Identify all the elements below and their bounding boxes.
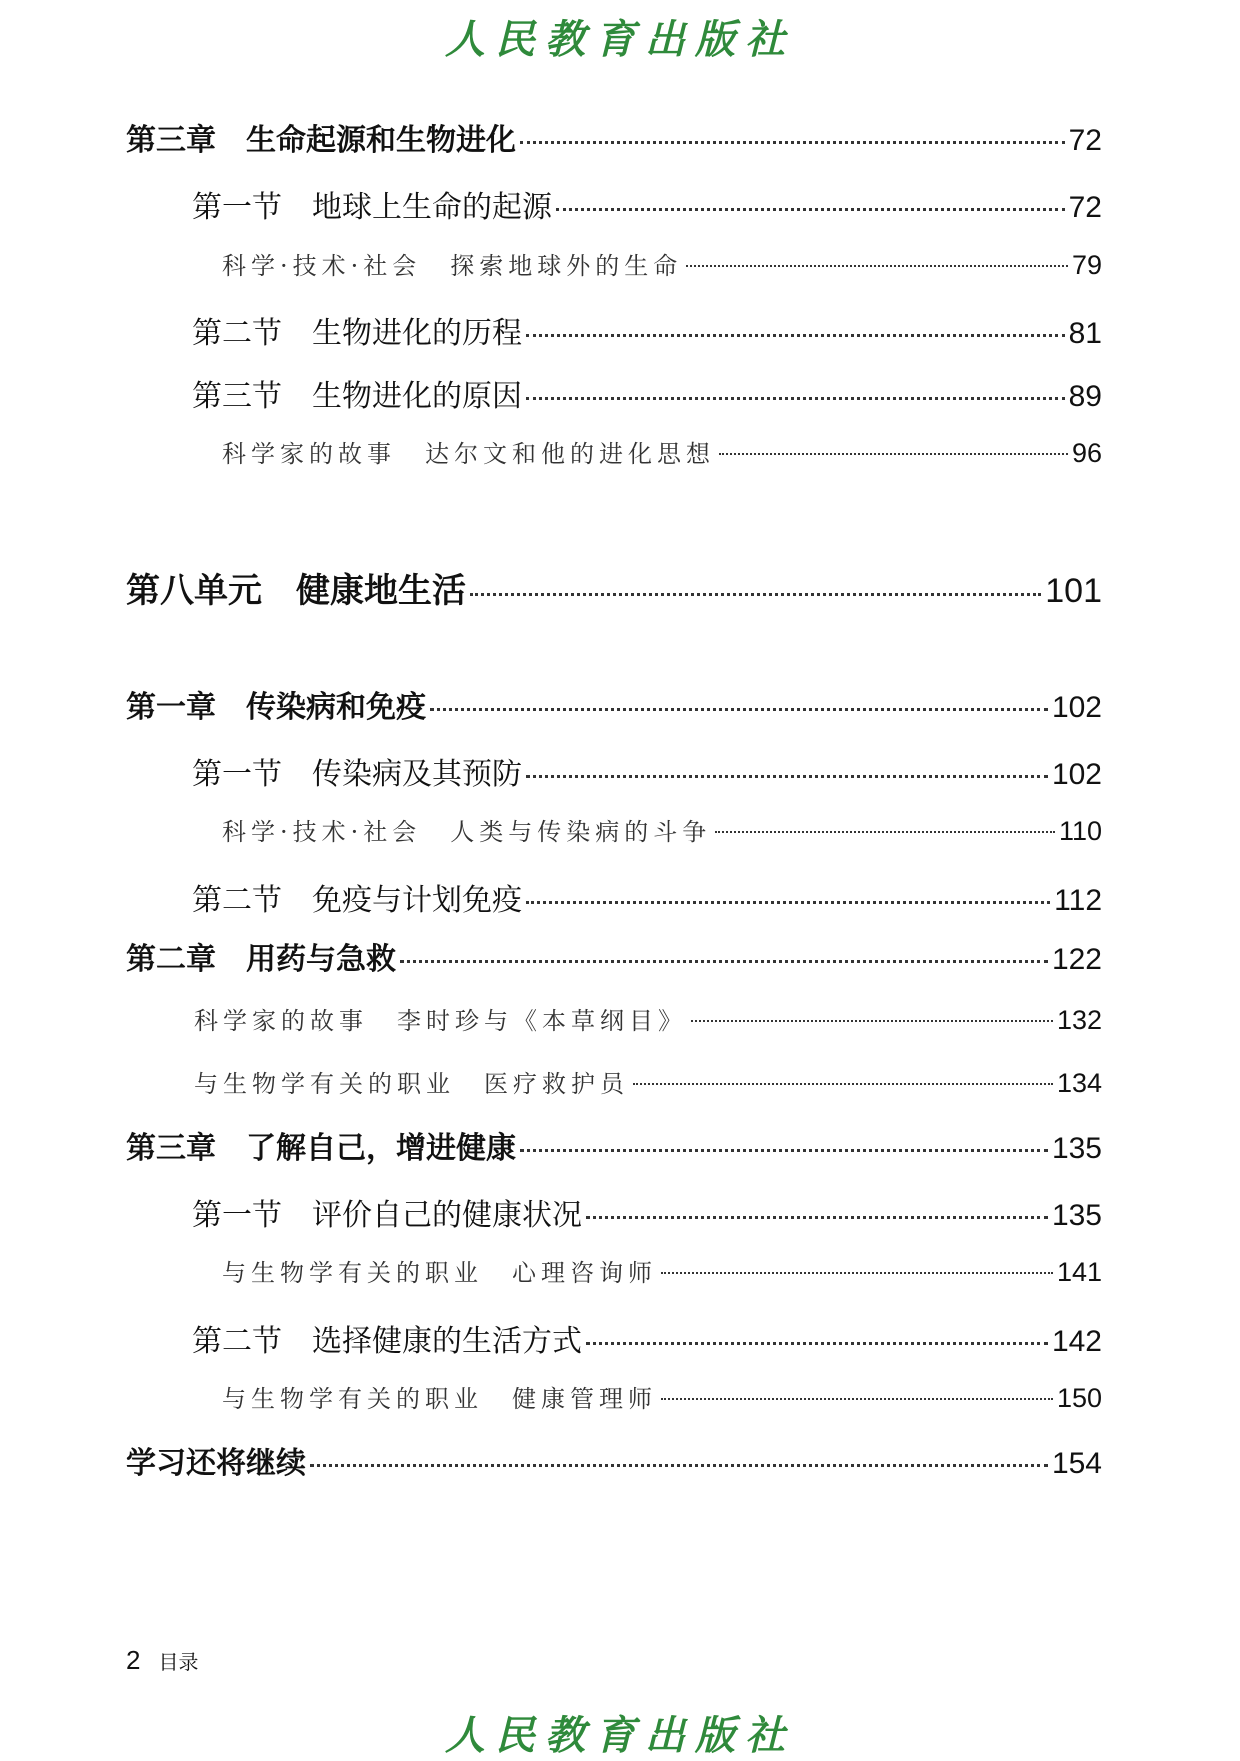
toc-entry-title: 科学家的故事 李时珍与《本草纲目》 — [194, 1007, 687, 1035]
toc-entry[interactable] — [192, 875, 1102, 919]
toc-entry-page: 79 — [1071, 250, 1102, 280]
toc-entry-title: 第一节 评价自己的健康状况 — [192, 1198, 582, 1233]
toc-entry[interactable] — [194, 1064, 1102, 1099]
leader-dots — [520, 141, 1065, 144]
toc-entry[interactable] — [126, 934, 1102, 978]
toc-entry[interactable] — [192, 182, 1102, 226]
toc-entry[interactable] — [222, 246, 1102, 281]
page-footer — [126, 1645, 198, 1676]
leader-dots — [633, 1083, 1053, 1085]
toc-entry-page: 102 — [1051, 758, 1102, 791]
toc-entry-page: 141 — [1056, 1257, 1102, 1287]
toc-entry-title: 第八单元 健康地生活 — [126, 571, 466, 611]
toc-entry-title: 与生物学有关的职业 心理咨询师 — [222, 1259, 657, 1287]
toc-entry-title: 第二章 用药与急救 — [126, 942, 396, 977]
leader-dots — [310, 1464, 1048, 1467]
toc-entry-page: 142 — [1051, 1325, 1102, 1358]
leader-dots — [556, 208, 1065, 211]
toc-entry[interactable] — [192, 1190, 1102, 1234]
footer-label: 目录 — [158, 1650, 199, 1674]
toc-entry-page: 154 — [1051, 1447, 1102, 1480]
toc-entry[interactable] — [222, 1253, 1102, 1288]
toc-entry-page: 101 — [1045, 572, 1102, 610]
toc-entry-title: 第二节 生物进化的历程 — [192, 316, 522, 351]
toc-entry-page: 112 — [1054, 884, 1102, 917]
leader-dots — [686, 265, 1068, 267]
leader-dots — [586, 1216, 1048, 1219]
toc-entry-title: 科学·技术·社会 人类与传染病的斗争 — [222, 818, 712, 846]
toc-entry[interactable] — [192, 1316, 1102, 1360]
toc-entry-page: 135 — [1051, 1132, 1102, 1165]
toc-entry[interactable] — [192, 371, 1102, 415]
toc-entry-page: 72 — [1068, 124, 1102, 157]
toc-entry[interactable] — [192, 308, 1102, 352]
leader-dots — [526, 397, 1065, 400]
leader-dots — [526, 775, 1048, 778]
leader-dots — [661, 1272, 1053, 1274]
toc-entry[interactable] — [126, 1438, 1102, 1482]
leader-dots — [586, 1342, 1048, 1345]
toc-entry[interactable] — [192, 749, 1102, 793]
toc-entry-title: 第三章 生命起源和生物进化 — [126, 123, 516, 158]
toc-entry-page: 89 — [1068, 380, 1102, 413]
toc-entry[interactable] — [126, 563, 1102, 612]
toc-entry-title: 与生物学有关的职业 健康管理师 — [222, 1385, 657, 1413]
toc-entry-title: 与生物学有关的职业 医疗救护员 — [194, 1070, 629, 1098]
toc-entry-page: 110 — [1058, 816, 1102, 846]
toc-entry-page: 134 — [1056, 1068, 1102, 1098]
toc-entry[interactable] — [222, 434, 1102, 469]
leader-dots — [719, 453, 1068, 455]
toc-entry[interactable] — [222, 812, 1102, 847]
toc-entry[interactable] — [126, 682, 1102, 726]
toc-entry-page: 96 — [1071, 438, 1102, 468]
leader-dots — [715, 831, 1055, 833]
toc-entry-page: 135 — [1051, 1199, 1102, 1232]
toc-entry[interactable] — [222, 1379, 1102, 1414]
toc-entry-page: 122 — [1051, 943, 1102, 976]
toc-entry-title: 第一节 地球上生命的起源 — [192, 190, 552, 225]
toc-entry-title: 第一节 传染病及其预防 — [192, 757, 522, 792]
toc-entry[interactable] — [126, 1123, 1102, 1167]
leader-dots — [400, 960, 1048, 963]
toc-entry[interactable] — [194, 1001, 1102, 1036]
leader-dots — [520, 1149, 1048, 1152]
toc-entry-title: 第三节 生物进化的原因 — [192, 379, 522, 414]
leader-dots — [691, 1020, 1053, 1022]
toc-entry-title: 科学家的故事 达尔文和他的进化思想 — [222, 440, 715, 468]
toc-entry-page: 132 — [1056, 1005, 1102, 1035]
toc-entry-title: 科学·技术·社会 探索地球外的生命 — [222, 252, 683, 280]
toc-entry-title: 第二节 选择健康的生活方式 — [192, 1324, 582, 1359]
leader-dots — [526, 901, 1050, 904]
publisher-logo-bottom: 人民教育出版社 — [445, 1712, 795, 1759]
publisher-logo-top: 人民教育出版社 — [445, 16, 795, 63]
toc-entry-title: 第二节 免疫与计划免疫 — [192, 883, 522, 918]
leader-dots — [661, 1398, 1053, 1400]
toc-entry-page: 150 — [1056, 1383, 1102, 1413]
toc-entry-page: 102 — [1051, 691, 1102, 724]
toc-entry-title: 第一章 传染病和免疫 — [126, 690, 426, 725]
toc-entry-page: 81 — [1068, 317, 1102, 350]
leader-dots — [430, 708, 1048, 711]
toc-entry[interactable] — [126, 115, 1102, 159]
toc-entry-title: 第三章 了解自己，增进健康 — [126, 1131, 516, 1166]
page-number: 2 — [126, 1645, 141, 1675]
leader-dots — [526, 334, 1065, 337]
leader-dots — [470, 593, 1041, 596]
toc-entry-page: 72 — [1068, 191, 1102, 224]
toc-entry-title: 学习还将继续 — [126, 1446, 306, 1481]
